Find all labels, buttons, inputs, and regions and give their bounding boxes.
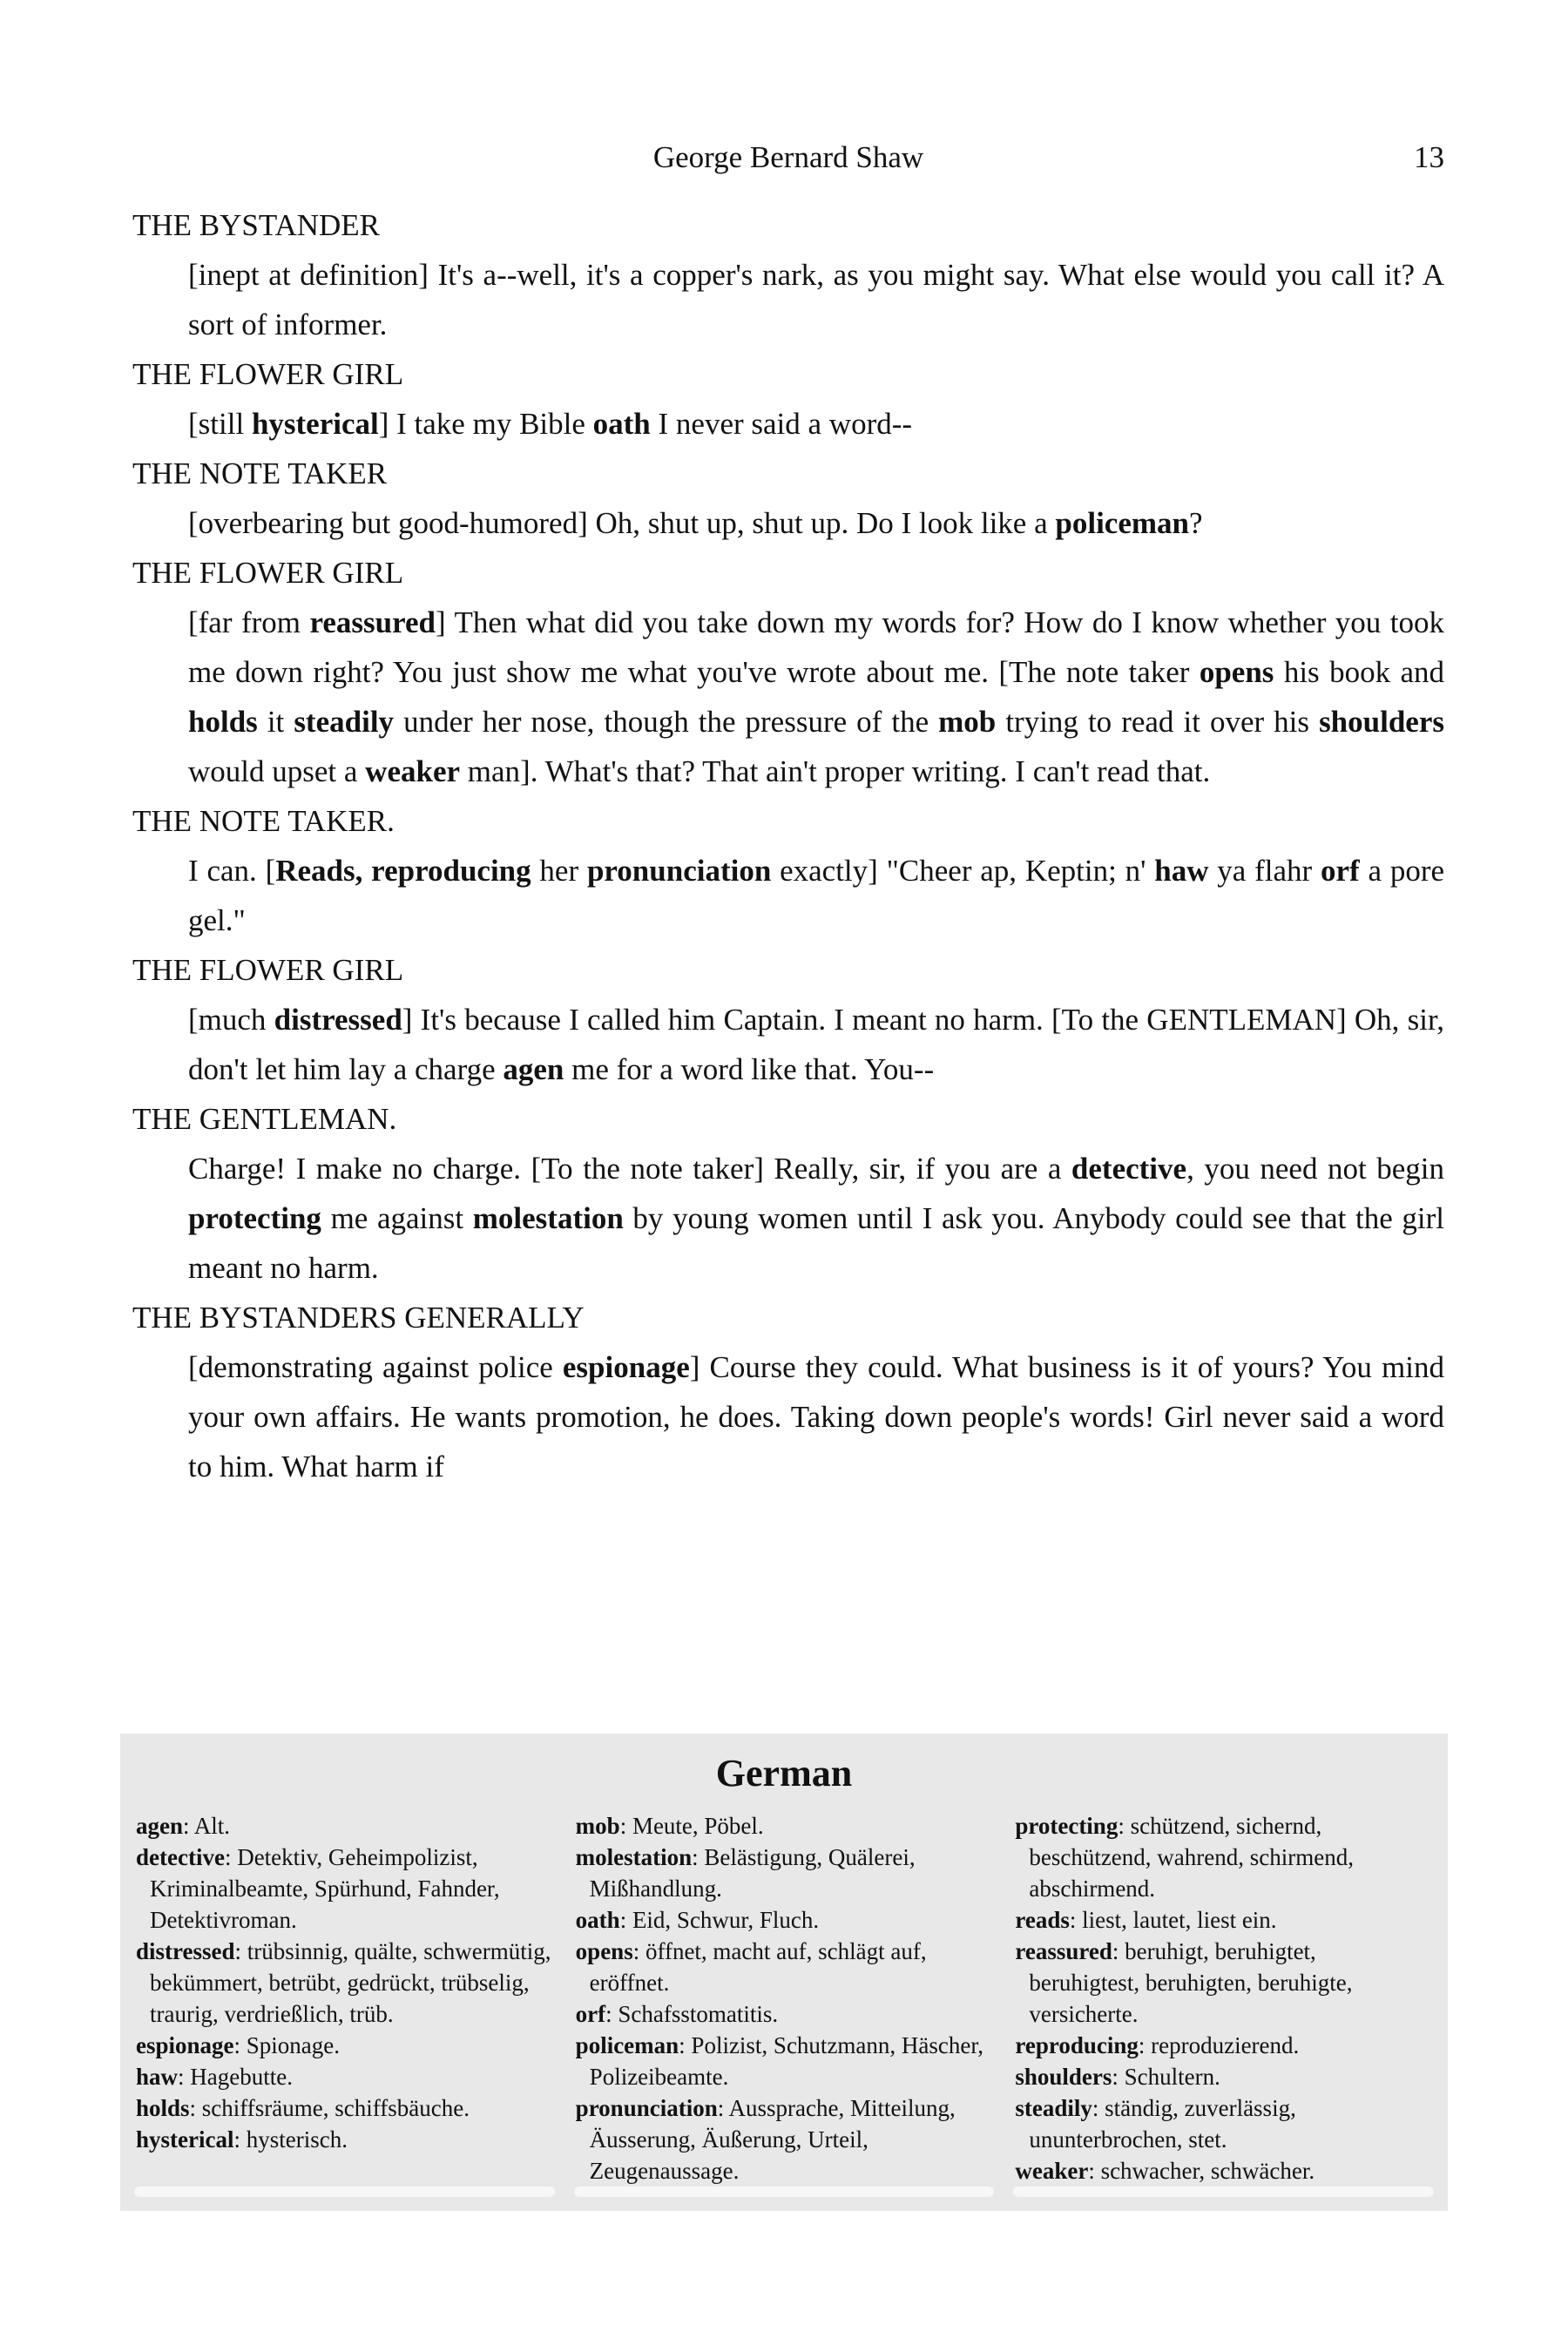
running-header-title: George Bernard Shaw	[652, 140, 924, 174]
glossary-entry: holds: schiffsräume, schiffsbäuche.	[136, 2095, 470, 2121]
glossary-columns	[132, 1808, 1436, 2199]
glossary-column-scrollbar[interactable]	[134, 2186, 555, 2197]
glossary-term: distressed	[136, 1938, 235, 1964]
glossary-column-scrollbar[interactable]	[574, 2186, 995, 2197]
speaker-name: THE GENTLEMAN.	[132, 1102, 397, 1136]
glossary-entry: reassured: beruhigt, beruhigtet, beruhigtest, beruhigten, beruhigte, versicherte.	[1015, 1938, 1353, 2027]
page-number: 13	[1414, 140, 1444, 174]
glossary-column	[572, 1808, 997, 2199]
glossary-entry: pronunciation: Aussprache, Mitteilung, Äusserung, Äußerung, Urteil, Zeugenaussage.	[575, 2095, 956, 2184]
glossary-entry: weaker: schwacher, schwächer.	[1015, 2158, 1315, 2184]
glossary-entry: molestation: Belästigung, Quälerei, Mißhandlung.	[575, 1844, 916, 1902]
glossary-term: molestation	[575, 1844, 693, 1870]
glossary-entry: shoulders: Schultern.	[1015, 2064, 1220, 2090]
glossary-term: oath	[575, 1907, 620, 1933]
dialogue-paragraph: [inept at definition] It's a--well, it's a copper's nark, as you might say. What else would you call it? A sort of informer.	[188, 258, 1444, 341]
glossary-entry: steadily: ständig, zuverlässig, ununterbrochen, stet.	[1015, 2095, 1296, 2153]
dialogue-paragraph: I can. [Reads, reproducing her pronunciation exactly] "Cheer ap, Keptin; n' haw ya flahr orf a pore gel."	[188, 854, 1445, 937]
glossary-term: detective	[136, 1844, 225, 1870]
glossary-entry: haw: Hagebutte.	[136, 2064, 293, 2090]
glossary-term: espionage	[136, 2032, 234, 2058]
glossary-term: mob	[575, 1813, 620, 1839]
speaker-name: THE BYSTANDER	[132, 208, 380, 242]
glossary-term: reassured	[1015, 1938, 1112, 1964]
speaker-name: THE FLOWER GIRL	[132, 953, 404, 987]
glossary-term: holds	[136, 2095, 190, 2121]
glossary-term: shoulders	[1015, 2064, 1112, 2090]
speaker-name: THE NOTE TAKER.	[132, 804, 395, 838]
glossary-term: policeman	[575, 2032, 679, 2058]
glossary-entry: orf: Schafsstomatitis.	[575, 2001, 779, 2027]
glossary-term: haw	[136, 2064, 179, 2090]
glossary-term: opens	[575, 1938, 633, 1964]
glossary-entry: reproducing: reproduzierend.	[1015, 2032, 1300, 2058]
glossary-term: pronunciation	[575, 2095, 718, 2121]
speaker-name: THE FLOWER GIRL	[132, 556, 404, 590]
glossary-term: orf	[575, 2001, 606, 2027]
glossary-term: steadily	[1015, 2095, 1092, 2121]
glossary-term: reproducing	[1015, 2032, 1139, 2058]
glossary-panel	[120, 1734, 1448, 2211]
glossary-entry: protecting: schützend, sichernd, beschützend, wahrend, schirmend, abschirmend.	[1015, 1813, 1354, 1902]
glossary-term: reads	[1015, 1907, 1070, 1933]
speaker-name: THE FLOWER GIRL	[132, 357, 404, 391]
dialogue-paragraph: [demonstrating against police espionage] Course they could. What business is it of yours? You mind your own affairs. He wants promotion, he does. Taking down people's words! Girl never said a word to him. What harm if	[188, 1350, 1444, 1484]
dialogue-paragraph: [much distressed] It's because I called him Captain. I meant no harm. [To the GENTLEMAN] Oh, sir, don't let him lay a charge agen me for a word like that. You--	[188, 1003, 1444, 1086]
speaker-name: THE NOTE TAKER	[132, 456, 388, 490]
glossary-entry: distressed: trübsinnig, quälte, schwermütig, bekümmert, betrübt, gedrückt, trübselig, traurig, verdrießlich, trüb.	[136, 1938, 551, 2027]
glossary-entry: opens: öffnet, macht auf, schlägt auf, eröffnet.	[575, 1938, 927, 1996]
glossary-term: weaker	[1015, 2158, 1089, 2184]
glossary-column-scrollbar[interactable]	[1013, 2186, 1434, 2197]
glossary-entry: policeman: Polizist, Schutzmann, Häscher, Polizeibeamte.	[575, 2032, 984, 2090]
glossary-title: German	[715, 1752, 853, 1794]
glossary-entry: reads: liest, lautet, liest ein.	[1015, 1907, 1277, 1933]
script-entries	[0, 200, 1568, 1491]
glossary-entry: hysterical: hysterisch.	[136, 2126, 348, 2153]
dialogue-paragraph: [far from reassured] Then what did you take down my words for? How do I know whether you took me down right? You just show me what you've wrote about me. [The note taker opens his book and holds it steadily under her nose, though the pressure of the mob trying to read it over his shoulders would upset a weaker man]. What's that? That ain't proper writing. I can't read that.	[188, 605, 1444, 788]
glossary-entry: mob: Meute, Pöbel.	[575, 1813, 764, 1839]
dialogue-paragraph: Charge! I make no charge. [To the note taker] Really, sir, if you are a detective, you need not begin protecting me against molestation by young women until I ask you. Anybody could see that the girl meant no harm.	[188, 1152, 1444, 1285]
glossary-entry: detective: Detektiv, Geheimpolizist, Kriminalbeamte, Spürhund, Fahnder, Detektivroman.	[136, 1844, 500, 1933]
glossary-term: protecting	[1015, 1813, 1119, 1839]
glossary-column	[132, 1808, 557, 2199]
glossary-column	[1011, 1808, 1436, 2199]
glossary-term: hysterical	[136, 2126, 234, 2153]
glossary-term: agen	[136, 1813, 183, 1839]
glossary-entry: oath: Eid, Schwur, Fluch.	[575, 1907, 820, 1933]
glossary-entry: agen: Alt.	[136, 1813, 231, 1839]
page-header	[0, 139, 1568, 176]
dialogue-paragraph: [still hysterical] I take my Bible oath I never said a word--	[188, 407, 913, 441]
glossary-entry: espionage: Spionage.	[136, 2032, 341, 2058]
speaker-name: THE BYSTANDERS GENERALLY	[132, 1301, 585, 1335]
dialogue-paragraph: [overbearing but good-humored] Oh, shut up, shut up. Do I look like a policeman?	[188, 506, 1203, 540]
